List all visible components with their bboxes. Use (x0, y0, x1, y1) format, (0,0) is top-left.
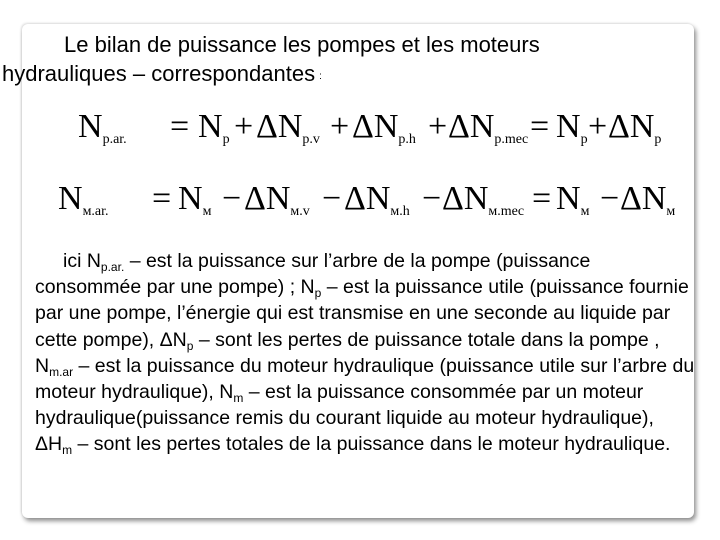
formula-motor (0, 180, 720, 240)
formula-operator: − (422, 180, 442, 217)
formula-term: $\Delta N_{p.h}$ (352, 108, 416, 147)
formula-term: $N_м$ (556, 180, 590, 219)
formula-operator: − (322, 180, 342, 217)
formula-operator: − (222, 180, 242, 217)
formula-operator: + (588, 108, 608, 145)
formula-term: $N_p$ (556, 108, 588, 147)
formula-operator: = (170, 108, 190, 145)
formula-term: $\Delta N_{p.mec}$ (448, 108, 529, 147)
formula-term: $\Delta N_{p.v}$ (256, 108, 320, 147)
formula-term: $\Delta N_{м.h}$ (344, 180, 410, 219)
slide-title (2, 30, 702, 91)
formula-term: $N_p$ (198, 108, 230, 147)
formula-term: $N_м$ (178, 180, 212, 219)
formula-term: $N_{p.ar.}$ (78, 108, 127, 147)
formula-operator: + (428, 108, 448, 145)
formula-term: $\Delta N_{м.v}$ (244, 180, 310, 219)
title-line-2: hydrauliques – correspondantes (2, 61, 316, 86)
formula-operator: + (330, 108, 350, 145)
formula-operator: = (530, 108, 550, 145)
formula-operator: = (152, 180, 172, 217)
formula-pump (0, 108, 720, 168)
formula-operator: = (532, 180, 552, 217)
title-line-1: Le bilan de puissance les pompes et les moteurs (64, 32, 540, 57)
formula-term: $\Delta N_p$ (608, 108, 662, 147)
title-colon: : (319, 71, 322, 82)
formula-operator: − (600, 180, 620, 217)
explanation-paragraph: ici $N_{p.ar.}$ – est la puissance sur l’arbre de la pompe (puissance consommée par une pompe) ; $N_p$ – est la puissance utile (puissance fournie par une pompe, l’énergie qui est transmise en une seconde au liquide par cette pompe), $\Delta N_p$ – sont les pertes de puissance totale dans la pompe , $N_{m.ar}$ – est la puissance du moteur hydraulique (puissance utile sur l’arbre du moteur hydraulique), $N_m$ – est la puissance consommée par un moteur hydraulique(puissance remis du courant liquide au moteur hydraulique), $\Delta H_m$ – sont les pertes totales de la puissance dans le moteur hydraulique. (35, 250, 695, 458)
formula-term: $N_{м.ar.}$ (58, 180, 109, 219)
formula-operator: + (234, 108, 254, 145)
formula-term: $\Delta N_м$ (620, 180, 676, 219)
formula-term: $\Delta N_{м.mec}$ (442, 180, 525, 219)
